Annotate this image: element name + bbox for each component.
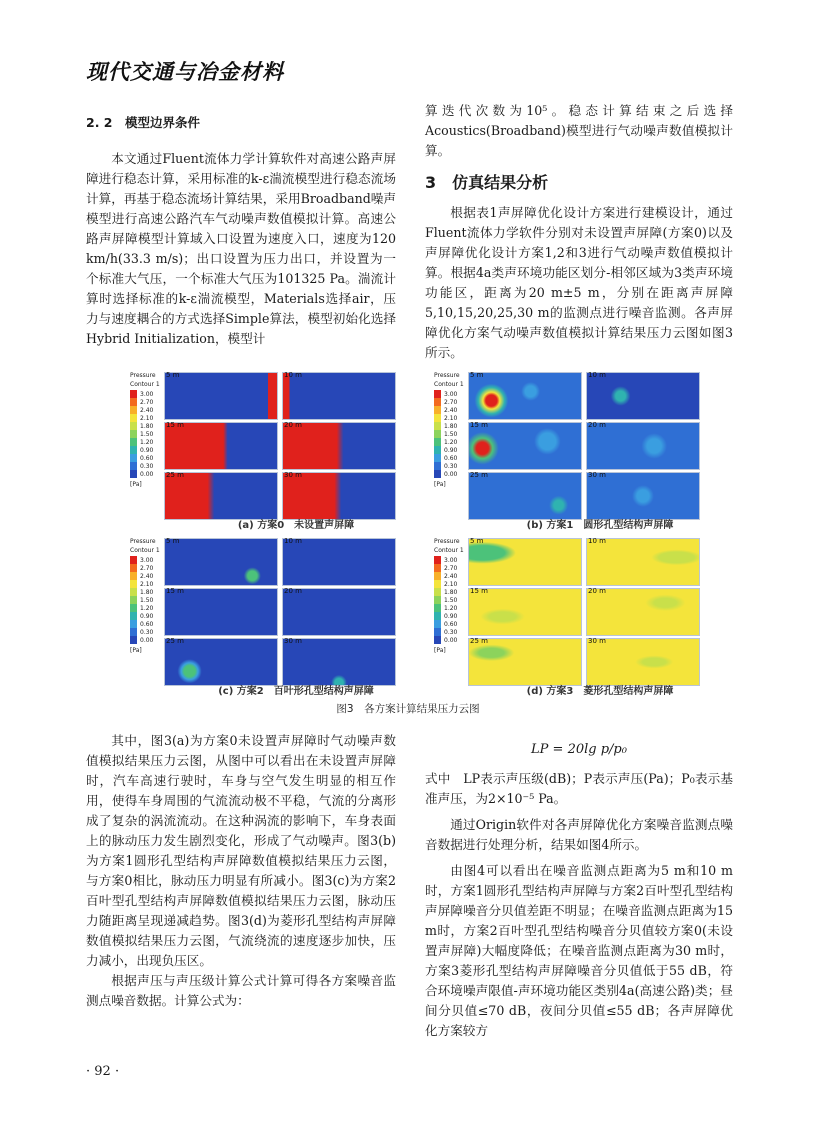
legend-swatch [434,446,441,454]
legend-swatch [434,470,441,478]
legend-unit: [Pa] [434,481,446,488]
legend-swatch [130,636,137,644]
legend-value: 1.80 [444,422,458,430]
legend-unit: [Pa] [130,647,142,654]
contour-plot [164,472,278,520]
legend-swatch [130,462,137,470]
distance-label: 25 m [470,637,488,645]
legend-value: 0.90 [140,612,154,620]
legend-value: 0.30 [444,628,458,636]
legend-value: 1.80 [444,588,458,596]
lower-right-column [425,731,733,1041]
legend-swatch [434,462,441,470]
distance-label: 20 m [284,421,302,429]
legend-value: 2.10 [140,414,154,422]
body-paragraph: 由图4可以看出在噪音监测点距离为5 m和10 m时，方案1圆形孔型结构声屏障与方案2百叶型孔型结构声屏障噪音分贝值差距不明显；在噪音监测点距离为15 m时，方案2百叶型孔型结构噪音分贝值较方案0(未设置声屏障)大幅度降低；在噪音监测点距离为30 m时，方案3菱形孔型结构声屏障噪音分贝值低于55 dB，符合环境噪声限值-声环境功能区类别4a(高速公路)类；昼间分贝值≤70 dB，夜间分贝值≤55 dB；各声屏障优化方案较方 [425,863,733,1038]
legend-value: 1.50 [140,596,154,604]
distance-label: 20 m [588,587,606,595]
legend-value: 2.70 [140,398,154,406]
distance-label: 5 m [470,371,484,379]
distance-label: 10 m [284,371,302,379]
legend-value: 2.70 [140,564,154,572]
distance-label: 5 m [166,537,180,545]
panel-caption: (b) 方案1 圆形孔型结构声屏障 [526,520,674,531]
legend-subtitle: Contour 1 [130,381,160,388]
legend-value: 0.00 [444,636,458,644]
panel-caption: (c) 方案2 百叶形孔型结构声屏障 [218,686,374,697]
legend-swatch [434,572,441,580]
figure-panel-d [430,534,770,697]
contour-plot [468,472,582,520]
legend-swatch [130,422,137,430]
legend-value: 0.00 [444,470,458,478]
legend-swatch [130,430,137,438]
legend-value: 1.50 [444,596,458,604]
legend-title: Pressure [130,538,156,545]
legend-value: 1.20 [140,438,154,446]
legend-subtitle: Contour 1 [130,547,160,554]
distance-label: 10 m [588,371,606,379]
contour-plot [586,472,700,520]
legend-value: 2.40 [140,406,154,414]
contour-plot [586,422,700,470]
contour-plot [468,638,582,686]
legend-value: 0.30 [140,462,154,470]
legend-swatch [130,604,137,612]
body-paragraph: 其中，图3(a)为方案0未设置声屏障时气动噪声数值模拟结果压力云图，从图中可以看出在未设置声屏障时，汽车高速行驶时，车身与空气发生明显的相互作用，使得车身周围的气流流动极不平稳，气流的分离形成了复杂的涡流流动。在这种涡流的影响下，车身表面上的脉动压力发生剧烈变化，形成了气动噪声。图3(b)为方案1圆形孔型结构声屏障数值模拟结果压力云图，与方案0相比，脉动压力明显有所减小。图3(c)为方案2百叶型孔型结构声屏障数值模拟结果压力云图，脉动压力随距离呈现递减趋势。图3(d)为菱形孔型结构声屏障数值模拟结果压力云图，气流绕流的速度逐步加快，压力减小，出现负压区。 [86,733,396,968]
distance-label: 10 m [284,537,302,545]
contour-plot [468,588,582,636]
figure-panel-b [430,368,770,531]
legend-value: 3.00 [444,556,458,564]
legend-swatch [434,454,441,462]
legend-swatch [434,430,441,438]
legend-swatch [434,604,441,612]
contour-plot [282,638,396,686]
legend-value: 2.10 [140,580,154,588]
legend-swatch [130,438,137,446]
distance-label: 15 m [470,587,488,595]
contour-plot [586,638,700,686]
legend-title: Pressure [434,538,460,545]
distance-label: 20 m [284,587,302,595]
legend-value: 2.10 [444,580,458,588]
legend-swatch [130,572,137,580]
equation-legend: 式中 LP表示声压级(dB)；P表示声压(Pa)；P₀表示基准声压，为2×10⁻⁵ Pa。 [425,771,733,806]
legend-value: 2.70 [444,398,458,406]
distance-label: 15 m [166,587,184,595]
contour-plot [282,422,396,470]
distance-label: 30 m [588,471,606,479]
legend-swatch [130,564,137,572]
contour-plot [282,372,396,420]
legend-value: 1.80 [140,422,154,430]
distance-label: 25 m [166,471,184,479]
legend-swatch [434,406,441,414]
contour-plot [468,372,582,420]
legend-swatch [434,636,441,644]
lower-left-column [86,731,396,1011]
contour-plot [586,588,700,636]
legend-value: 0.60 [444,454,458,462]
legend-subtitle: Contour 1 [434,547,464,554]
contour-plot [282,538,396,586]
legend-value: 1.50 [140,430,154,438]
legend-swatch [130,414,137,422]
page-number: · 92 · [86,1064,120,1079]
legend-swatch [130,556,137,564]
body-paragraph: 算迭代次数为10⁵。稳态计算结束之后选择Acoustics(Broadband)模型进行气动噪声数值模拟计算。 [425,103,733,158]
contour-plot [468,538,582,586]
legend-value: 3.00 [140,390,154,398]
contour-plot [164,638,278,686]
legend-value: 2.70 [444,564,458,572]
contour-plot [586,538,700,586]
legend-swatch [434,564,441,572]
legend-title: Pressure [434,372,460,379]
legend-value: 1.20 [140,604,154,612]
contour-plot [164,538,278,586]
legend-swatch [130,406,137,414]
panel-caption: (d) 方案3 菱形孔型结构声屏障 [526,686,674,697]
legend-swatch [434,438,441,446]
contour-plot [282,472,396,520]
legend-swatch [130,454,137,462]
legend-title: Pressure [130,372,156,379]
distance-label: 5 m [166,371,180,379]
legend-value: 0.60 [140,454,154,462]
body-paragraph: 根据声压与声压级计算公式计算可得各方案噪音监测点噪音数据。计算公式为： [86,973,396,1008]
subsection-title: 2. 2 模型边界条件 [86,115,200,130]
legend-swatch [130,446,137,454]
upper-left-column [86,113,396,349]
legend-swatch [434,580,441,588]
contour-plot [164,372,278,420]
legend-swatch [130,596,137,604]
legend-swatch [434,612,441,620]
legend-swatch [130,580,137,588]
contour-plot [468,422,582,470]
legend-swatch [434,628,441,636]
legend-swatch [130,470,137,478]
legend-unit: [Pa] [434,647,446,654]
contour-plot [282,588,396,636]
legend-swatch [434,620,441,628]
legend-swatch [434,596,441,604]
distance-label: 15 m [166,421,184,429]
legend-value: 0.00 [140,470,154,478]
distance-label: 30 m [284,637,302,645]
figure-panel-c [126,534,466,697]
legend-swatch [434,398,441,406]
legend-value: 0.30 [444,462,458,470]
legend-value: 0.60 [140,620,154,628]
legend-swatch [130,390,137,398]
figure-panel-a [126,368,466,531]
body-paragraph: 根据表1声屏障优化设计方案进行建模设计，通过Fluent流体力学软件分别对未设置声屏障(方案0)以及声屏障优化设计方案1,2和3进行气动噪声数值模拟计算。根据4a类声环境功能区划分-相邻区域为3类声环境功能区，距离为20 m±5 m，分别在距离声屏障5,10,15,20,25,30 m的监测点进行噪音监测。各声屏障优化方案气动噪声数值模拟计算结果压力云图如图3所示。 [425,205,733,360]
legend-value: 0.00 [140,636,154,644]
legend-value: 2.40 [444,406,458,414]
legend-swatch [434,414,441,422]
contour-plot [164,422,278,470]
legend-value: 0.90 [140,446,154,454]
legend-swatch [434,422,441,430]
distance-label: 15 m [470,421,488,429]
contour-plot [586,372,700,420]
legend-value: 1.80 [140,588,154,596]
legend-value: 0.90 [444,446,458,454]
legend-unit: [Pa] [130,481,142,488]
upper-right-column [425,101,733,363]
legend-swatch [130,620,137,628]
journal-logo: 现代交通与冶金材料 [86,59,284,84]
figure-caption: 图3 各方案计算结果压力云图 [336,703,480,715]
distance-label: 30 m [284,471,302,479]
legend-value: 2.10 [444,414,458,422]
distance-label: 10 m [588,537,606,545]
legend-value: 3.00 [140,556,154,564]
legend-swatch [130,612,137,620]
legend-swatch [434,390,441,398]
body-paragraph: 通过Origin软件对各声屏障优化方案噪音监测点噪音数据进行处理分析，结果如图4所示。 [425,817,733,852]
legend-value: 0.60 [444,620,458,628]
legend-value: 0.30 [140,628,154,636]
legend-swatch [434,588,441,596]
legend-subtitle: Contour 1 [434,381,464,388]
distance-label: 25 m [470,471,488,479]
legend-swatch [434,556,441,564]
legend-value: 1.50 [444,430,458,438]
legend-value: 2.40 [140,572,154,580]
equation: LP = 20lg p/p₀ [531,742,627,757]
distance-label: 5 m [470,537,484,545]
legend-swatch [130,588,137,596]
distance-label: 25 m [166,637,184,645]
legend-value: 1.20 [444,604,458,612]
section-title: 3 仿真结果分析 [425,173,549,192]
legend-value: 1.20 [444,438,458,446]
legend-value: 2.40 [444,572,458,580]
legend-swatch [130,398,137,406]
distance-label: 20 m [588,421,606,429]
distance-label: 30 m [588,637,606,645]
legend-value: 0.90 [444,612,458,620]
panel-caption: (a) 方案0 未设置声屏障 [237,520,355,531]
body-paragraph: 本文通过Fluent流体力学计算软件对高速公路声屏障进行稳态计算，采用标准的k-ε湍流模型进行稳态流场计算，再基于稳态流场计算结果，采用Broadband噪声模型进行高速公路汽车气动噪声数值模拟计算。高速公路声屏障模型计算域入口设置为速度入口，速度为120 km/h(33.3 m/s)；出口设置为压力出口，并设置为一个标准大气压，一个标准大气压为101325 Pa。湍流计算时选择标准的k-ε湍流模型，Materials选择air，压力与速度耦合的方式选择Simple算法，模型初始化选择Hybrid Initialization，模型计 [86,151,396,346]
legend-swatch [130,628,137,636]
legend-value: 3.00 [444,390,458,398]
contour-plot [164,588,278,636]
